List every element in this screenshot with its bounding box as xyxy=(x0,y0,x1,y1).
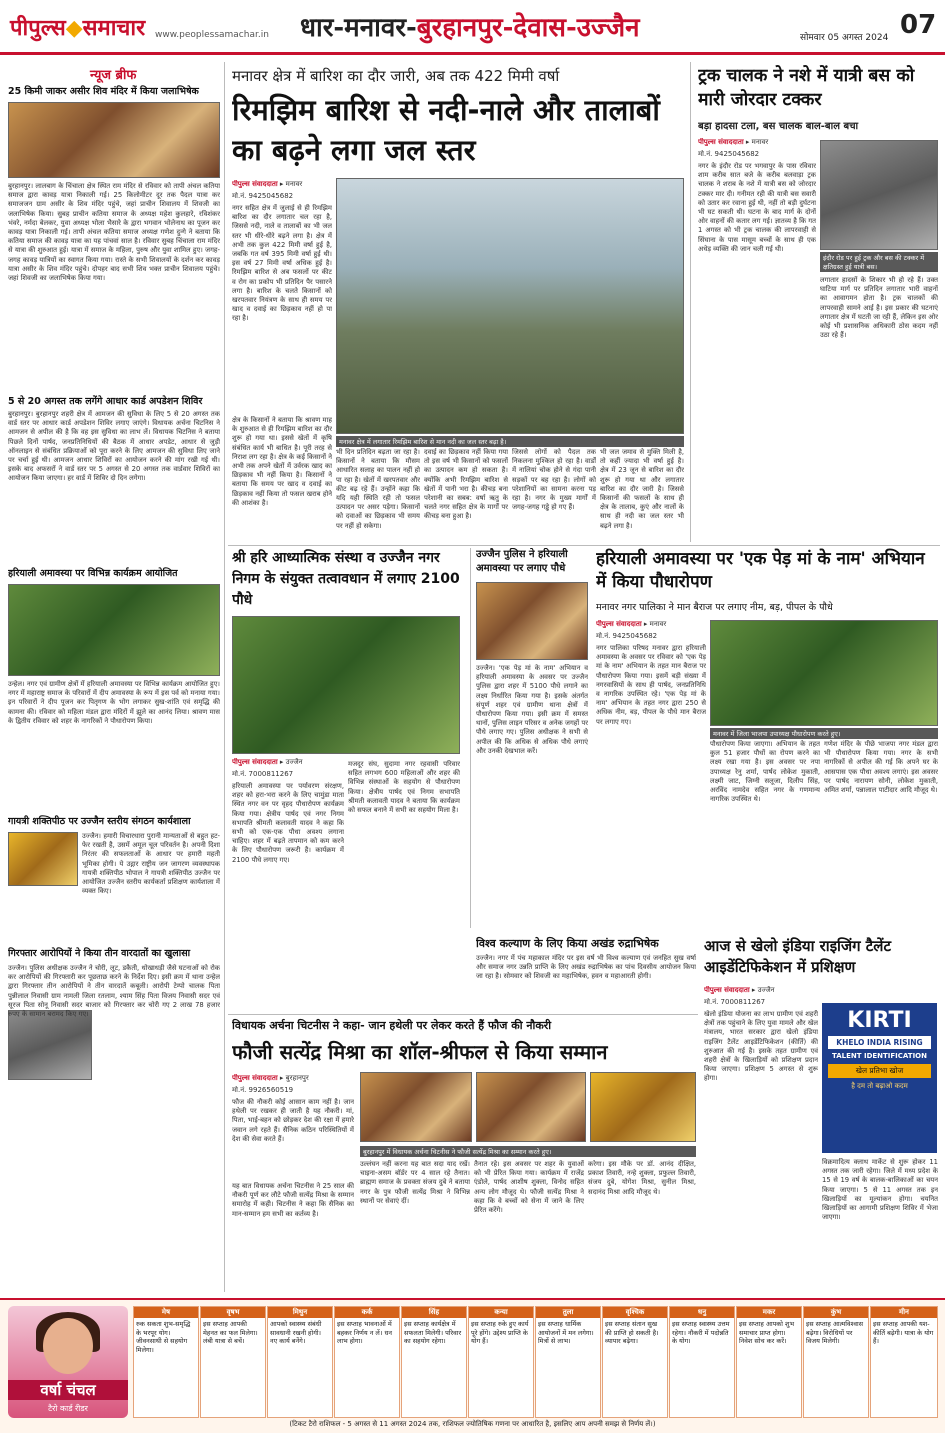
brief-body-2: बुरहानपुर। बुरहानपुर शहरी क्षेत्र में आमजन की सुविधा के लिए 5 से 20 अगस्त तक वार्ड स्तर पर आधार कार्ड अपडेशन शिविर लगाए जाएंगे। विधायक अर्चना चिटनिस ने आमजन से अपील की है कि वह इस सुविधा का लाभ लें। विधायक चिटनिस ने बताया पिछले दिनों पार्षद, जनप्रतिनिधियों की बैठक में आधार अपडेट, आधार से जुड़ी ऑनलाइन से संबंधित प्रक्रियाओं को पूरा करने के लिए आमजन की सुविधा लिए जाने पर चर्चा हुई थी। आमजन आधार शिविरों का आयोजन करने की मांग रखी गई थी। इसके बाद अफसरों ने वार्ड स्तर पर 5 अगस्त से 20 अगस्त तक वार्डवार शिविरों का आयोजन किया जाएगा। हर वार्ड में शिविर दो दिन लगेगा। xyxy=(8,410,220,483)
ped-subhead: मनावर नगर पालिका ने मान बैराज पर लगाए नीम, बड़, पीपल के पौधे xyxy=(596,602,833,613)
truck-mobile: मो.नं. 9425045682 xyxy=(698,150,760,158)
ped-col-3: गणेश मंदिर के पीछे भाजपा नगर मंडल द्वारा भी पौधारोपण किया गया। नगर के सभी नागरिकों से अपील की गई कि अपने घर के आसपास एक पौधा अवश्य लगाएं। इस अवसर पर पार्षद नारायण सोनी, लोकेश मुकाती, अमित शर्मा, पन्नालाल पाटीदार आदि मौजूद थे। xyxy=(824,740,938,795)
section-divider xyxy=(228,1014,698,1015)
sign-card: मकर इस सप्ताह आपको शुभ समाचार प्राप्त होगा। निवेश सोच कर करें। xyxy=(736,1306,802,1418)
ped-col-2: पौधारोपण किया जाएगा। अभियान के तहत कुल 51 हजार पौधों का रोपण करने का लक्ष्य रखा गया है। इस अवसर पर नपा उपाध्यक्ष रेनु शर्मा, पार्षद लोकेश मुकाती, लक्ष्मी जाट, जिग्नी सलूजा, दिलीप सिंह, अरविंद नामदेव सहित नगर के गणमान्य नागरिक उपस्थित थे। xyxy=(710,740,820,804)
brief-body-4: उज्जैन। हमारी विचारधारा पुरानी मान्यताओं से बहुत हट-फेर रखती है, उसमें अमूल चूल परिवर्तन है। अपनी दिशा निरंतर की सफलताओं के आधार पर हमारी महती भूमिका होगी। ये उद्गार राष्ट्रीय जन जागरण व्यवस्थापक गायत्री शक्तिपीठ भोपाल ने गायत्री शक्तिपीठ उज्जैन पर आयोजित उज्जैन स्तरीय कार्यकर्ता प्रशिक्षण कार्यशाला में व्यक्त किए। xyxy=(82,832,220,896)
website-url[interactable]: www.peoplessamachar.in xyxy=(155,30,269,40)
sign-card: कन्या इस सप्ताह रुके हुए कार्य पूरे होंगे। उद्देश्य प्राप्ति के योग हैं। xyxy=(468,1306,534,1418)
brief-headline-2: 5 से 20 अगस्त तक लगेंगे आधार कार्ड अपडेशन शिविर xyxy=(8,396,203,407)
truck-photo xyxy=(820,140,938,250)
sign-card: धनु इस सप्ताह स्वास्थ्य उत्तम रहेगा। नौकरी में पदोन्नति के योग। xyxy=(669,1306,735,1418)
rain-col-5: जिससे लोगों को पैदल तक निकलना मुश्किल हो रहा है। वार्डों में नालियां चोक होने से गंदा पानी सड़कों पर बह रहा है। लोगों को परेशानियों का सामना करना पड़ रहा है। नगर के मुख्य मार्गों में जगह-जगह गड्ढे हो गए हैं। xyxy=(512,448,596,512)
truck-subhead: बड़ा हादसा टला, बस चालक बाल-बाल बचा xyxy=(698,121,859,132)
kirti-logo-sub: KHELO INDIA RISING xyxy=(828,1036,931,1049)
truck-col-3: लगातार हादसों के शिकार भी हो रहे हैं। उक्त घाटिया मार्ग पर प्रतिदिन लगातार भारी वाहनों का आवागमन होता है। ट्रक चालकों की लापरवाही सामने आई है। इस प्रकार की घटनाएं लगातार क्षेत्र में घटती जा रही हैं, लेकिन इस ओर कोई भी प्रशासनिक अधिकारी ठोस कदम नहीं उठा रहे हैं। xyxy=(820,276,938,340)
hari-headline: श्री हरि आध्यात्मिक संस्था व उज्जैन नगर निगम के संयुक्त तत्वावधान में लगाए 2100 पौधे xyxy=(232,550,460,608)
ped-mobile: मो.नं. 9425045682 xyxy=(596,632,658,640)
astrologer-title: टैरो कार्ड रीडर xyxy=(48,1404,88,1413)
sign-card: कुंभ इस सप्ताह आत्मविश्वास बढ़ेगा। विरोधियों पर विजय मिलेगी। xyxy=(803,1306,869,1418)
ped-byline: पीपुल्स संवाददाता ▸ मनावर xyxy=(596,620,667,628)
ped-photo xyxy=(710,620,938,726)
column-divider xyxy=(690,62,691,542)
sign-card: कर्क इस सप्ताह भावनाओं में बहकर निर्णय न लें। धन लाभ होगा। xyxy=(334,1306,400,1418)
rain-col-3: भी दिन प्रतिदिन बढ़ता जा रहा है। किसानों ने बताया कि मौसम आधारित सलाह का पालन नहीं हो पा रहा है। खेतों में खरपतवार और कीट बढ़ रहे हैं। उन्होंने कहा कि यदि यही स्थिति रही तो फसल उत्पादन पर असर पड़ेगा। किसानों को दवाओं का छिड़काव भी समय पर नहीं हो सकेगा। xyxy=(336,448,420,530)
fauji-mobile: मो.नं. 9926560519 xyxy=(232,1086,294,1094)
brief-body-1: बुरहानपुर। लालबाग के चिंचाला क्षेत्र स्थित राम मंदिर से रविवार को तापी अंचल कतिया समाज द्वारा कावड़ यात्रा निकाली गई। 25 किलोमीटर दूर तक पैदल यात्रा कर समाजजन ग्राम असीर के शिव मंदिर पहुंचे, जहां प्राचीन शिवालय में शिवजी का जलाभिषेक किया। सुबह प्राचीन कतिया समाज के अध्यक्ष महेश कुलहारे, रविशंकर भंवरे, नर्मदा बेलकर, युवा अध्यक्ष भोला भैसारे के द्वारा भगवान भोलेनाथ का पूजन कर कावड़ यात्रा निकाली गई। तापी अंचल कतिया समाज अध्यक्ष गणेश दुन्गे ने बताया कि कतिया समाज की कावड़ यात्रा का यह पांचवां साल है। रविवार सुबह चिंचाला राम मंदिर से यात्रा की शुरुआत हुई। यात्रा में समाज के महिला, पुरुष और युवा शामिल हुए। जगह-जगह कावड़ यात्रियों का स्वागत किया गया। रास्ते के सभी शिवालयों के दर्शन कर कावड़ यात्रा असीर के शिव मंदिर पहुंचे। दोपहर बाद सभी शिव भक्त प्राचीन शिवालय पहुंचे। जहां शिवजी का जलाभिषेक किया गया। xyxy=(8,182,220,283)
horoscope-footer: (टिकट टैरो राशिफल - 5 अगस्त से 11 अगस्त 2024 तक, राशिफल ज्योतिषिक गणना पर आधारित है, इसलिए आप अपनी समझ से निर्णय लें।) xyxy=(289,1420,656,1428)
kirti-logo-sub2: TALENT IDENTIFICATION xyxy=(832,1052,927,1060)
hari-mobile: मो.नं. 7000811267 xyxy=(232,770,294,778)
brief-headline-4: गायत्री शक्तिपीठ पर उज्जैन स्तरीय संगठन कार्यशाला xyxy=(8,816,191,827)
news-brief-label: न्यूज ब्रीफ xyxy=(90,68,137,83)
kirti-byline: पीपुल्स संवाददाता ▸ उज्जैन xyxy=(704,986,775,994)
page-number: 07 xyxy=(900,10,937,40)
sign-card: वृषभ इस सप्ताह आपकी मेहनत का फल मिलेगा। लंबी यात्रा से बचें। xyxy=(200,1306,266,1418)
rain-col-2: क्षेत्र के किसानों ने बताया कि श्रावण माह के शुरुआत से ही रिमझिम बारिश का दौर शुरू हो गया था। इससे खेतों में कृषि संबंधित कार्य भी बाधित है। पूरी तरह से निराश लग रहा है। क्षेत्र के कई किसानों ने अभी तक अपने खेतों में उर्वरक खाद का छिड़काव भी नहीं किया है। किसानों ने बताया कि समय पर खाद व दवाई का छिड़काव नहीं किया तो फसल खराब होने की आशंका है। xyxy=(232,416,332,507)
truck-caption: इंदौर रोड पर हुई ट्रक और बस की टक्कर में क्षतिग्रस्त हुई यात्री बस। xyxy=(820,252,938,272)
police-headline: उज्जैन पुलिस ने हरियाली अमावस्या पर लगाए पौधे xyxy=(476,549,568,574)
rain-kicker: मनावर क्षेत्र में बारिश का दौर जारी, अब तक 422 मिमी वर्षा xyxy=(232,67,560,85)
fauji-col-3: उल्लंघन नहीं करना यह बात सदा याद रखें। चाइना-असम बॉर्डर पर 4 साल रहे तैनात। ब्राह्मण समाज के प्रवक्ता संजय दुबे ने बताया नगर के पुत्र फौजी सत्येंद्र मिश्रा ने विभिन्न स्थानों पर सेवाएं दीं। xyxy=(360,1160,470,1205)
fauji-photo-2 xyxy=(476,1072,586,1142)
fauji-col-4: तैनात रहे। इस अवसर पर शहर के युवाओं को भी प्रेरित किया गया। कार्यक्रम में राजेंद्र एंडोले, पार्षद आशीष शुक्ला, विनोद सहित अन्य लोग मौजूद थे। फौजी सत्येंद्र मिश्रा ने कहा कि वे बच्चों को सेना में जाने के लिए प्रेरित करेंगे। xyxy=(474,1160,584,1215)
brief-body-3: उन्हेल। नगर एवं ग्रामीण क्षेत्रों में हरियाली अमावस्या पर विभिन्न कार्यक्रम आयोजित हुए। नगर में महाराष्ट्र समाज के परिवारों में दीप अमावस्या के रूप में इस पर्व को मनाया गया। इन परिवारों ने दीप पूजन कर पितृगण के भोग लगाकर सुख-शांति एवं समृद्धि की कामना की। रविवार को महिला मंडल द्वारा मंदिरों में झूले का आनंद लिया। श्रावण मास के द्वितीय रविवार को शहर के नागरिकों ने पौधारोपण किया। xyxy=(8,680,220,725)
fauji-col-1: फौज की नौकरी कोई आसान काम नहीं है। जान हथेली पर रखकर ही जाती है यह नौकरी। मां, पिता, भाई-बहन को छोड़कर देश की रक्षा में हमारे जवान लगे रहते हैं। सैनिक कठिन परिस्थितियों में देश की सेवा करते हैं। xyxy=(232,1098,354,1143)
astrologer-card xyxy=(8,1306,128,1418)
column-divider xyxy=(224,62,225,1292)
issue-date: सोमवार 05 अगस्त 2024 xyxy=(800,33,889,43)
column-divider xyxy=(470,548,471,928)
rain-photo xyxy=(336,178,684,434)
brief-headline-1: 25 किमी जाकर असीर शिव मंदिर में किया जलाभिषेक xyxy=(8,86,199,97)
sign-card: मिथुन आपको स्वास्थ्य संबंधी सावधानी रखनी होगी। नए कार्य बनेंगे। xyxy=(267,1306,333,1418)
page-title: धार-मनावर-बुरहानपुर-देवास-उज्जैन xyxy=(300,13,640,43)
police-col-1: उज्जैन। 'एक पेड़ मां के नाम' अभियान व हरियाली अमावस्या के अवसर पर उज्जैन पुलिस द्वारा शहर में 5100 पौधे लगाने का लक्ष्य निर्धारित किया गया है। इसके अंतर्गत संपूर्ण शहर एवं ग्रामीण थाना क्षेत्रों में पौधारोपण किया गया। इसी क्रम में समस्त थानों, पुलिस लाइन परिसर व अनेक जगहों पर पौधे लगाए गए। पुलिस अधीक्षक ने सभी से अपील की कि अधिक से अधिक पौधे लगाएं और उनकी देखभाल करें। xyxy=(476,664,588,755)
rain-byline: पीपुल्स संवाददाता ▸ मनावर xyxy=(232,180,303,188)
police-photo xyxy=(476,582,588,660)
kirti-logo-box xyxy=(822,1003,937,1153)
hari-photo xyxy=(232,616,460,754)
newspaper-logo[interactable]: पीपुल्स◆समाचार xyxy=(10,15,146,41)
fauji-col-2: यह बात विधायक अर्चना चिटनीस ने 25 साल की नौकरी पूर्ण कर लौटे फौजी सत्येंद्र मिश्रा के सम्मान समारोह में कही। चिटनीस ने कहा कि सैनिक का मान-सम्मान हम सभी का कर्तव्य है। xyxy=(232,1182,354,1218)
sign-card: तुला इस सप्ताह धार्मिक आयोजनों में मन लगेगा। मित्रों से लाभ। xyxy=(535,1306,601,1418)
brief-body-5: उज्जैन। पुलिस अधीक्षक उज्जैन ने चोरी, लूट, डकैती, धोखाधड़ी जैसे घटनाओं को रोक कर आरोपियों की गिरफ्तारी कर पूछताछ करने के निर्देश दिए। इसी क्रम में थाना उन्हेल द्वारा गिरफ्तार तीन आरोपियों ने तीन वारदातें कबूली। आरोपी टेम्पो चालक पिता पुन्नीलाल निवासी ग्राम नामली जिला रतलाम, श्याम सिंह पिता विजय निवासी सदर एवं सूरज पिता सोनू निवासी सदर बाजार को गिरफ्तार कर चोरी गए 2 लाख 78 हजार रुपए के सामान बरामद किए गए। xyxy=(8,964,220,1019)
fauji-caption: बुरहानपुर में विधायक अर्चना चिटनीस ने फौजी सत्येंद्र मिश्रा का सम्मान करते हुए। xyxy=(360,1146,696,1157)
kirti-col-1: खेलो इंडिया योजना का लाभ ग्रामीण एवं शहरी क्षेत्रों तक पहुंचाने के लिए युवा मामले और खेल मंत्रालय, भारत सरकार द्वारा खेलो इंडिया राइजिंग टैलेंट आइडेंटिफिकेशन (कीर्ति) की शुरुआत की गई है। इसके तहत ग्रामीण एवं शहरी क्षेत्रों के खिलाड़ियों को प्रशिक्षण प्रदान किया जाएगा। प्रशिक्षण 5 अगस्त से शुरू होगा। xyxy=(704,1010,818,1083)
rain-col-1: नगर सहित क्षेत्र में जुलाई से ही रिमझिम बारिश का दौर लगातार चल रहा है, जिससे नदी, नाले व तालाबों का भी जल स्तर भी धीरे-धीरे बढ़ने लगा है। क्षेत्र में अभी तक कुल 422 मिमी वर्षा हुई है, जबकि गत वर्ष 395 मिमी वर्षा हुई थी। इस वर्ष 27 मिमी वर्षा अधिक हुई है। रिमझिम बारिश से अब फसलों पर कीट व रोग का प्रकोप भी प्रतिदिन पैर पसारने लगा है। बारिश के चलते किसानों को खरपतवार नियंत्रण के साथ ही समय पर खाद व दवाई का छिड़काव नहीं हो पा रहा है। xyxy=(232,204,332,323)
sign-card: मीन इस सप्ताह आपकी यश-कीर्ति बढ़ेगी। यात्रा के योग हैं। xyxy=(870,1306,938,1418)
rain-col-4: दवाई का छिड़काव नहीं किया गया तो इस वर्ष भी किसानों को फसलों का उत्पादन कम हो सकता है। क्योंकि अभी रिमझिम बारिश से खेतों में पानी भरा है। कीचड़ बना परेशानी का सबब: वर्षा ऋतु के चलते नगर सहित क्षेत्र के मार्गों पर कीचड़ बना हुआ है। xyxy=(424,448,508,521)
brief-photo-1 xyxy=(8,102,220,178)
hari-col-2: मजदूर संघ, सुदामा नगर रहवासी परिवार सहित लगभग 600 महिलाओं और शहर की विभिन्न संस्थाओं के सहयोग से पौधारोपण किया। क्षेत्रीय पार्षद एवं निगम सभापति श्रीमती कलावती यादव ने बताया कि कार्यक्रम को सफल बनाने में सभी का सहयोग मिला है। xyxy=(348,760,460,815)
kirti-mobile: मो.नं. 7000811267 xyxy=(704,998,766,1006)
kirti-logo-tag2: है दम तो बढ़ाओ कदम xyxy=(851,1082,908,1090)
truck-byline: पीपुल्स संवाददाता ▸ मनावर xyxy=(698,138,769,146)
astrologer-name: वर्षा चंचल xyxy=(8,1380,128,1400)
rudra-body: उज्जैन। नगर में पंच महाकाल मंदिर पर इस वर्ष भी विश्व कल्याण एवं जनहित सुख वर्षा और समाज नगर उन्नति प्राप्ति के लिए अखंड रुद्राभिषेक का पांच दिवसीय आयोजन किया जा रहा है। सोमवार को शिवजी का महाभिषेक, हवन व महाआरती होगी। xyxy=(476,954,696,981)
hari-byline: पीपुल्स संवाददाता ▸ उज्जैन xyxy=(232,758,303,766)
fauji-headline: फौजी सत्येंद्र मिश्रा का शॉल-श्रीफल से किया सम्मान xyxy=(232,1040,608,1064)
fauji-byline: पीपुल्स संवाददाता ▸ बुरहानपुर xyxy=(232,1074,309,1082)
ped-col-1: नगर पालिका परिषद मनावर द्वारा हरियाली अमावस्या के अवसर पर रविवार को 'एक पेड़ मां के नाम' अभियान के तहत मान बैराज पर पौधारोपण किया गया। इसमें बड़ी संख्या में नगरवासियों के साथ ही पार्षद, जनप्रतिनिधि व नागरिक उपस्थित रहे। 'एक पेड़ मां के नाम' अभियान के तहत नगर द्वारा 250 से अधिक नीम, बड़, पीपल के पौधे मान बैराज पर लगाए गए। xyxy=(596,644,706,726)
fauji-photo-1 xyxy=(360,1072,472,1142)
rain-headline: रिमझिम बारिश से नदी-नाले और तालाबों का बढ़ने लगा जल स्तर xyxy=(232,93,660,167)
sign-card: सिंह इस सप्ताह कार्यक्षेत्र में सफलता मिलेगी। परिवार का सहयोग रहेगा। xyxy=(401,1306,467,1418)
section-divider xyxy=(228,545,940,546)
kirti-logo-tag: खेल प्रतिभा खोज xyxy=(828,1064,931,1078)
brief-photo-3 xyxy=(8,584,220,676)
astrologer-face xyxy=(43,1318,93,1374)
truck-col-1: नगर के इंदौर रोड पर भगवापुर के पास रविवार शाम करीब सात बजे के करीब बलवाड़ा ट्रक चालक ने शराब के नशे में यात्री बस को जोरदार टक्कर मार दी। गनीमत रही की यात्री बस सवारी को उतार कर रवाना हुई थी, नहीं तो बड़ी दुर्घटना भी घट सकती थी। घटना के बाद मार्ग के दोनों ओर वाहनों की कतार लग गई। ज्ञातव्य है कि गत 1 अगस्त को भी ट्रक चालक की लापरवाही से सिंघाना के पास मासूम बच्चों के साथ ही एक अधेड़ व्यक्ति की जान चली गई थी। xyxy=(698,162,816,253)
hari-col-1: हरियाली अमावस्या पर पर्यावरण संरक्षण, शहर को हरा-भरा करने के लिए चामुंडा माता स्थित नगर वन पर वृहद पौधारोपण कार्यक्रम किया गया। क्षेत्रीय पार्षद एवं नगर निगम सभापति श्रीमती कलावती यादव ने कहा कि सभी को एक-एक पौधा अवश्य लगाना चाहिए। शहर में बढ़ते तापमान को कम करने के लिए पौधारोपण जरूरी है। कार्यक्रम में 2100 पौधे लगाए गए। xyxy=(232,782,344,864)
ped-caption: मनावर में जिला भाजपा उपाध्यक्ष पौधारोपण करते हुए। xyxy=(710,728,938,739)
truck-headline: ट्रक चालक ने नशे में यात्री बस को मारी जोरदार टक्कर xyxy=(698,66,915,110)
fauji-col-5: करेगा। इस मौके पर डॉ. आनंद दीक्षित, प्रकाश तिवारी, नन्हे शुक्ला, प्रफुल्ल तिवारी, संजय दुबे, योगेश मिश्रा, सुनील मिश्रा, सदानंद मिश्रा आदि मौजूद थे। xyxy=(588,1160,696,1196)
fauji-photo-3 xyxy=(590,1072,696,1142)
brief-headline-5: गिरफ्तार आरोपियों ने किया तीन वारदातों का खुलासा xyxy=(8,948,191,959)
kirti-col-2: विक्रमादित्य क्लाथ मार्केट से शुरू होकर 11 अगस्त तक जारी रहेगा। जिले में मध्य प्रदेश के 15 से 19 वर्ष के बालक-बालिकाओं का चयन किया जाएगा। 5 से 11 अगस्त तक इन खिलाड़ियों का मूल्यांकन होगा। चयनित खिलाड़ियों का आगामी प्रशिक्षण शिविर में भेजा जाएगा। xyxy=(822,1158,938,1222)
rain-mobile: मो.नं. 9425045682 xyxy=(232,192,294,200)
kirti-logo: KIRTI xyxy=(847,1008,912,1033)
fauji-kicker: विधायक अर्चना चिटनीस ने कहा- जान हथेली पर लेकर करते हैं फौज की नौकरी xyxy=(232,1019,552,1032)
kirti-headline: आज से खेलो इंडिया राइजिंग टैलेंट आइडेंटिफिकेशन में प्रशिक्षण xyxy=(704,937,892,976)
ped-headline: हरियाली अमावस्या पर 'एक पेड़ मां के नाम' अभियान में किया पौधारोपण xyxy=(596,549,925,592)
brief-headline-3: हरियाली अमावस्या पर विभिन्न कार्यक्रम आयोजित xyxy=(8,568,178,579)
rudra-headline: विश्व कल्याण के लिए किया अखंड रुद्राभिषेक xyxy=(476,937,659,950)
sign-card: वृश्चिक इस सप्ताह संतान सुख की प्राप्ति हो सकती है। व्यापार बढ़ेगा। xyxy=(602,1306,668,1418)
rain-col-6: भी जल जमाव से मुक्ति मिली है, तो कहीं ज्यादा भी वर्षा हुई है। क्षेत्र में 23 जून से बारिश का दौर शुरू हो गया था और लगातार बारिश का दौर जारी है। जिससे किसानों की फसलों के साथ ही क्षेत्र के तालाब, कुएं और नालों के साथ ही नदी का जल स्तर भी बढ़ने लगा है। xyxy=(600,448,684,530)
sign-card: मेष रुक सकता शुभ-समृद्धि के भरपूर योग। जीवनसाथी से सहयोग मिलेगा। xyxy=(133,1306,199,1418)
rain-caption: मनावर क्षेत्र में लगातार रिमझिम बारिश से मान नदी का जल स्तर बढ़ा है। xyxy=(336,436,684,447)
